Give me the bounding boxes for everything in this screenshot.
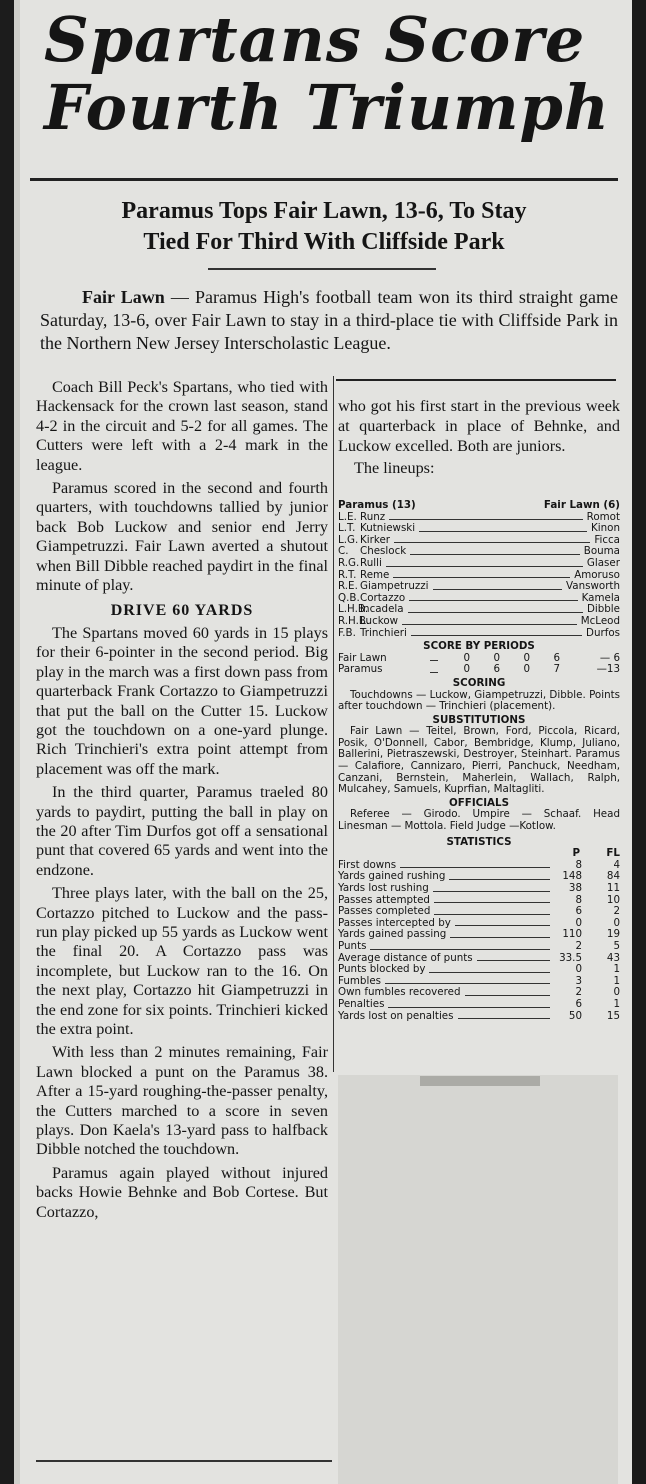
stat-row (338, 964, 620, 976)
period-score: 0 (463, 651, 470, 664)
leader-line (410, 554, 580, 555)
home-player: Luckow (360, 614, 399, 627)
score-by-periods-title: SCORE BY PERIODS (423, 640, 535, 653)
stat-label: Yards gained passing (338, 928, 447, 941)
leader-line (433, 891, 550, 892)
stat-col-p: P (572, 847, 580, 860)
stat-fairlawn: 84 (606, 870, 620, 883)
away-player: Kinon (591, 522, 620, 535)
lead-text: — Paramus High's football team won its third straight game Saturday, 13-6, over Fair Lawn to stay in a third-place tie with Cliffside Park in the Northern New Jersey Interscholastic League. (40, 287, 618, 353)
lineup-row (338, 616, 620, 628)
paragraph: Paramus again played without injured backs Howie Behnke and Bob Cortese. But Cortazzo, (36, 1163, 328, 1221)
subheadline-line-1: Paramus Tops Fair Lawn, 13-6, To Stay (121, 198, 527, 224)
position-label: Q.B. (338, 591, 360, 604)
leader-line (411, 635, 582, 636)
stat-paramus: 33.5 (559, 951, 582, 964)
home-player: Kutniewski (360, 522, 416, 535)
away-player: McLeod (580, 614, 620, 627)
stat-fairlawn: 0 (613, 986, 620, 999)
period-score: 0 (493, 651, 500, 664)
stat-label: Punts blocked by (338, 963, 426, 976)
stat-fairlawn: 19 (606, 928, 620, 941)
period-score: 6 (553, 651, 560, 664)
score-row (338, 664, 620, 676)
column-divider (333, 376, 334, 1072)
home-player: Cortazzo (360, 591, 406, 604)
stat-paramus: 8 (575, 893, 582, 906)
lineup-row (338, 628, 620, 640)
statistics-table (338, 860, 620, 1022)
period-score: 0 (463, 663, 470, 676)
leader-line (430, 664, 438, 673)
left-column (36, 378, 328, 1222)
leader-line (385, 983, 550, 984)
away-player: Bouma (583, 545, 620, 558)
stat-paramus: 2 (575, 939, 582, 952)
stat-row (338, 883, 620, 895)
headline-line-1: Spartans Score (44, 3, 586, 76)
position-label: L.E. (338, 510, 357, 523)
subheadline-line-2: Tied For Third With Cliffside Park (143, 229, 505, 255)
total-score: —13 (596, 663, 620, 676)
position-label: R.G. (338, 556, 360, 569)
torn-blank-area (338, 1075, 618, 1484)
stat-label: Yards lost on penalties (338, 1009, 454, 1022)
stat-fairlawn: 4 (613, 858, 620, 871)
stat-label: Passes completed (338, 905, 431, 918)
leader-line (450, 937, 550, 938)
away-player: Kamela (581, 591, 620, 604)
home-player: Giampetruzzi (360, 580, 429, 593)
torn-edge (420, 1076, 540, 1086)
stat-label: Passes intercepted by (338, 916, 451, 929)
lineups-intro: The lineups: (354, 459, 435, 477)
stat-label: Penalties (338, 997, 385, 1010)
stat-row (338, 999, 620, 1011)
lineups-header (338, 500, 620, 512)
lineup-row (338, 558, 620, 570)
stat-paramus: 8 (575, 858, 582, 871)
leader-line (388, 1007, 550, 1008)
stat-fairlawn: 0 (613, 916, 620, 929)
stat-label: First downs (338, 858, 397, 871)
stat-label: Fumbles (338, 974, 382, 987)
headline-rule (30, 178, 618, 181)
section-subhead: DRIVE 60 YARDS (110, 602, 254, 620)
leader-line (394, 542, 590, 543)
lead-paragraph (40, 286, 618, 355)
stat-paramus: 0 (575, 963, 582, 976)
leader-line (400, 867, 550, 868)
leader-line (458, 1018, 550, 1019)
newspaper-clipping (14, 0, 632, 1484)
stat-fairlawn: 1 (613, 963, 620, 976)
scoring-title: SCORING (452, 676, 506, 689)
position-label: F.B. (338, 626, 356, 639)
position-label: R.T. (338, 568, 357, 581)
position-label: L.G. (338, 533, 359, 546)
stat-fairlawn: 10 (606, 893, 620, 906)
position-label: C. (338, 545, 349, 558)
away-player: Durfos (586, 626, 620, 639)
scoring-text: Touchdowns — Luckow, Giampetruzzi, Dibble. Points after touchdown — Trinchieri (placement). (338, 688, 620, 713)
leader-line (477, 960, 550, 961)
total-score: — 6 (599, 651, 620, 664)
home-player: Incadela (360, 603, 404, 616)
stat-paramus: 148 (562, 870, 582, 883)
substitutions-title: SUBSTITUTIONS (432, 713, 526, 726)
leader-line (455, 925, 550, 926)
leader-line (402, 624, 577, 625)
stat-label: Punts (338, 939, 367, 952)
away-player: Dibble (586, 603, 620, 616)
leader-line (429, 972, 550, 973)
stat-label: Own fumbles recovered (338, 986, 461, 999)
away-player: Romot (586, 510, 620, 523)
team-name: Fair Lawn (338, 651, 387, 664)
period-score: 7 (553, 663, 560, 676)
right-column-rule (336, 379, 616, 381)
officials-text: Referee — Girodo. Umpire — Schaaf. Head Linesman — Mottola. Field Judge —Kotlow. (338, 808, 620, 833)
leader-line (465, 995, 551, 996)
headline-line-2: Fourth Triumph (44, 71, 610, 144)
stat-paramus: 3 (575, 974, 582, 987)
home-player: Trinchieri (360, 626, 407, 639)
paragraph: Coach Bill Peck's Spartans, who tied with Hackensack for the crown last season, stand 4-2 in the circuit and 5-2 for all games. The Cutters were left with a 2-4 mark in the league. (36, 378, 328, 474)
leader-line (408, 612, 583, 613)
leader-line (430, 653, 438, 662)
subheadline (30, 196, 618, 258)
leader-line (419, 531, 587, 532)
home-player: Cheslock (360, 545, 407, 558)
stat-label: Yards lost rushing (338, 882, 429, 894)
stat-label: Average distance of punts (338, 951, 473, 964)
stat-fairlawn: 43 (606, 951, 620, 964)
stat-row (338, 941, 620, 953)
leader-line (433, 589, 563, 590)
leader-line (393, 577, 570, 578)
statistics-title: STATISTICS (446, 835, 512, 848)
position-label: L.H.B. (338, 603, 369, 616)
stat-fairlawn: 15 (606, 1009, 620, 1022)
stat-fairlawn: 1 (613, 974, 620, 987)
away-team-label: Fair Lawn (6) (543, 499, 620, 511)
home-team-label: Paramus (13) (338, 499, 416, 511)
stat-label: Passes attempted (338, 893, 430, 906)
stat-paramus: 6 (575, 997, 582, 1010)
stat-fairlawn: 1 (613, 997, 620, 1010)
scan-border (632, 0, 646, 1484)
leader-line (370, 949, 550, 950)
dateline: Fair Lawn (82, 287, 165, 307)
lineup-row (338, 581, 620, 593)
away-player: Amoruso (574, 568, 620, 581)
stat-paramus: 6 (575, 905, 582, 918)
paragraph: Paramus scored in the second and fourth quarters, with touchdowns tallied by junior back Bob Luckow and senior end Jerry Giampetruzzi. Fair Lawn averted a shutout when Bill Dibble reached paydirt in the final minute of play. (36, 479, 328, 595)
stat-col-fl: FL (606, 847, 620, 860)
leader-line (449, 879, 550, 880)
paragraph: Three plays later, with the ball on the 25, Cortazzo pitched to Luckow and the pass-run play picked up 55 yards as Luckow went the final 20. A Cortazzo pass was incomplete, but Luckow ran to the 16. On the next play, Cortazzo hit Giampetruzzi in the end zone for six points. Trinchieri kicked the extra point. (36, 884, 328, 1038)
subheadline-rule (208, 268, 436, 270)
substitutions-text: Fair Lawn — Teitel, Brown, Ford, Piccola, Ricard, Posik, O'Donnell, Cabor, Bembridge, Klump, Juliano, Ballerini, Pietraszewski, Destroyer, Steinhart. Paramus — Calafiore, Cannizaro, Pierri, Panchuck, Needham, Canzani, Bernstein, Maherlein, Wallach, Ralph, Mulcahey, Samuels, Kuprfian, Maltagliti. (338, 725, 620, 796)
leader-line (434, 902, 550, 903)
stat-paramus: 38 (568, 882, 582, 894)
stat-paramus: 2 (575, 986, 582, 999)
continuation-text: who got his first start in the previous week at quarterback in place of Behnke, and Luckow excelled. Both are juniors. (338, 397, 620, 455)
period-score: 6 (493, 663, 500, 676)
stat-fairlawn: 11 (606, 882, 620, 894)
paragraph: The Spartans moved 60 yards in 15 plays for their 6-pointer in the second period. Big play in the march was a first down pass from quarterback Frank Cortazzo to Giampetruzzi that put the ball on the Cutter 15. Luckow got the touchdown on a one-yard plunge. Rich Trinchieri's extra point attempt from placement was off the mark. (36, 623, 328, 778)
stat-fairlawn: 5 (613, 939, 620, 952)
home-player: Kirker (360, 533, 391, 546)
stat-row (338, 1011, 620, 1023)
stat-paramus: 50 (568, 1009, 582, 1022)
leader-line (409, 600, 577, 601)
stat-paramus: 110 (562, 928, 582, 941)
paragraph: With less than 2 minutes remaining, Fair Lawn blocked a punt on the Paramus 38. After a 15-yard roughing-the-passer penalty, the Cutters marched to a score in seven plays. Don Kaela's 13-yard pass to halfback Dibble notched the touchdown. (36, 1043, 328, 1159)
home-player: Reme (360, 568, 390, 581)
position-label: L.T. (338, 522, 356, 535)
position-label: R.H.B. (338, 614, 370, 627)
stat-label: Yards gained rushing (338, 870, 446, 883)
lineups-table (338, 512, 620, 640)
away-player: Vansworth (566, 580, 620, 593)
officials-title: OFFICIALS (449, 796, 509, 809)
score-by-periods-table (338, 653, 620, 676)
headline (44, 3, 632, 144)
period-score: 0 (523, 663, 530, 676)
team-name: Paramus (338, 663, 383, 676)
period-score: 0 (523, 651, 530, 664)
leader-line (434, 914, 550, 915)
paragraph: In the third quarter, Paramus traeled 80 yards to paydirt, putting the ball in play on the 20 after Tim Durfos got off a sensational punt that covered 65 yards and went into the endzone. (36, 783, 328, 879)
away-player: Glaser (586, 556, 620, 569)
position-label: R.E. (338, 580, 358, 593)
box-score (338, 500, 620, 1022)
leader-line (386, 566, 583, 567)
bottom-rule (36, 1460, 332, 1462)
home-player: Runz (360, 510, 386, 523)
right-column (338, 396, 620, 478)
leader-line (389, 519, 582, 520)
stat-paramus: 0 (575, 916, 582, 929)
stat-fairlawn: 2 (613, 905, 620, 918)
away-player: Ficca (594, 533, 620, 546)
home-player: Rulli (360, 556, 382, 569)
